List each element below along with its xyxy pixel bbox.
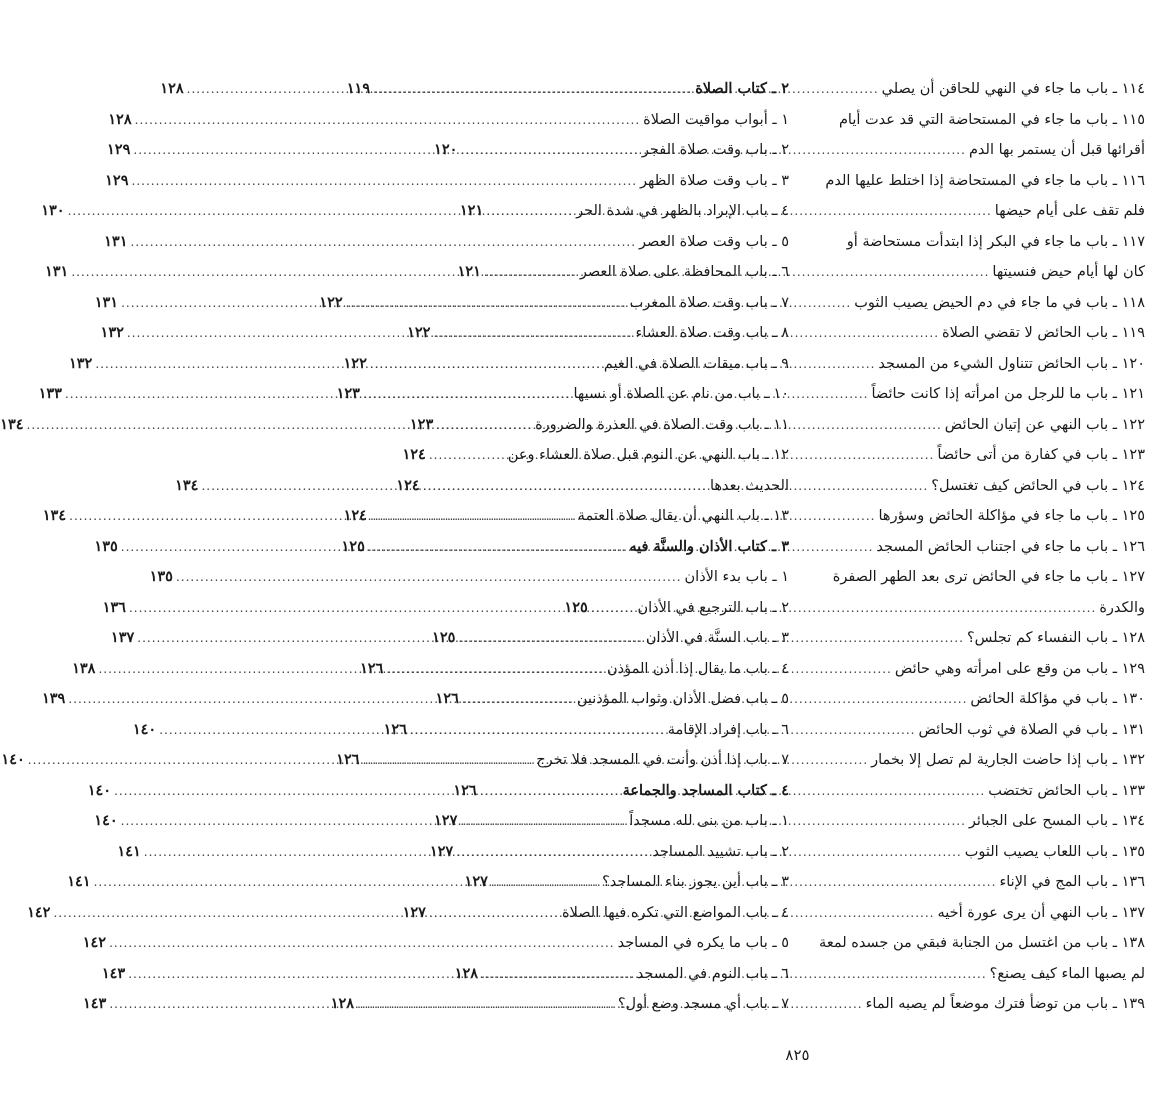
toc-entry-page: ١٢٢ [407, 324, 431, 341]
dot-leader [68, 196, 574, 227]
toc-entry [102, 593, 789, 624]
toc-entry-page: ١٣١ [44, 263, 69, 280]
toc-entry-page: ١٣٨ [72, 659, 96, 677]
toc-entry-title: ١٣٨ ـ باب من اغتسل من الجنابة فبقي من جسده لمعة [819, 935, 1145, 951]
toc-entry-page: ١٣٥ [149, 568, 173, 585]
toc-entry-page: ١٢٦ [435, 690, 459, 707]
toc-entry-page: ١٢٧ [402, 903, 426, 921]
toc-entry-title: ١١٦ ـ باب ما جاء في المستحاضة إذا اختلط عليها الدم [825, 172, 1145, 189]
toc-entry-page: ١٣٩ [41, 690, 66, 707]
toc-entry-page: ١٢٥ [341, 537, 365, 555]
toc-entry [108, 105, 789, 136]
toc-entry-page: ١٢٤ [402, 446, 426, 463]
toc-entry-page: ١٤٢ [82, 934, 107, 951]
toc-entry-page: ١٢٩ [105, 171, 129, 189]
toc-entry-title: ١٢٠ ـ باب الحائض تتناول الشيء من المسجد [878, 355, 1145, 372]
toc-entry-title: ١٢٥ ـ باب ما جاء في مؤاكلة الحائض وسؤرها [878, 508, 1145, 524]
toc-entry [105, 166, 789, 197]
toc-entry-page: ١٢٤ [396, 476, 420, 494]
toc-entry-page: ١٤٠ [1, 751, 25, 768]
toc-entry-page: ١٤٠ [94, 812, 118, 829]
dot-leader [53, 898, 559, 929]
toc-entry-title: ١٣٧ ـ باب النهي أن يرى عورة أخيه [937, 904, 1145, 921]
toc-entry-title: ١١٥ ـ باب ما جاء في المستحاضة التي قد عدت أيام [838, 111, 1145, 128]
dot-leader [187, 74, 693, 105]
dot-leader [201, 471, 707, 502]
toc-entry-title: ١٣٤ ـ باب المسح على الجبائر [968, 813, 1145, 829]
toc-entry-title: ١١ ـ باب وقت الصلاة في العذرة والضرورة [535, 416, 789, 433]
dot-leader [131, 227, 637, 258]
toc-entry-title: كان لها أيام حيض فنسيتها [992, 264, 1145, 280]
toc-entry-page: ١٢٣ [336, 385, 360, 402]
dot-leader [129, 593, 635, 624]
toc-entry-title: ٥ ـ باب فضل الأذان وثواب المؤذنين [576, 691, 789, 707]
toc-entry-title: ٣ ـ باب أين يجوز بناء المساجد؟ [602, 874, 789, 890]
toc-entry-title: ٢ ـ كتاب الصلاة [695, 80, 789, 97]
dot-leader [98, 654, 604, 685]
dot-leader [159, 715, 665, 746]
toc-entry-title: ٤ ـ كتاب المساجد والجماعة [622, 781, 789, 799]
toc-entry-page: ١٣٢ [68, 354, 93, 372]
toc-entry-page: ١٢٥ [432, 629, 456, 646]
toc-entry-page: ١٢٦ [453, 781, 477, 799]
toc-entry-page: ١٢٧ [429, 842, 454, 860]
toc-entry-title: ٧ ـ باب أي مسجد وضع أول؟ [617, 996, 789, 1012]
toc-entry-page: ١٢٨ [160, 80, 184, 97]
toc-entry-page: ١٢٦ [336, 751, 360, 768]
dot-leader [65, 379, 571, 410]
toc-entry-title: ١٢٦ ـ باب ما جاء في اجتناب الحائض المسجد [876, 538, 1145, 555]
toc-entry-title: ٧ ـ باب وقت صلاة المغرب [629, 294, 789, 311]
toc-entry-title: ٢ ـ باب وقت صلاة الفجر [641, 142, 789, 158]
toc-entry-page: ١٢٢ [319, 293, 343, 311]
toc-entry-page: ١٣٠ [41, 202, 65, 219]
toc-entry-page: ١٢٦ [383, 720, 407, 738]
toc-entry-title: والكدرة [1099, 599, 1145, 616]
toc-entry-page: ١٣٣ [38, 385, 62, 402]
toc-entry-title: ١٢٩ ـ باب من وقع على امرأته وهي حائض [894, 660, 1145, 677]
toc-entry-title: ٤ ـ باب المواضع التي تكره فيها الصلاة [561, 904, 789, 921]
toc-entry-page: ١٢٤ [343, 507, 367, 524]
toc-entry-page: ١٢٨ [330, 995, 355, 1012]
toc-entry [41, 196, 789, 227]
toc-entry-title: ١٢ ـ باب النهي عن النوم قبل صلاة العشاء وعن [507, 447, 789, 463]
toc-entry-title: ٥ ـ باب وقت صلاة العصر [639, 233, 789, 250]
toc-entry [823, 227, 1145, 258]
toc-entry-page: ١٣٥ [94, 537, 118, 555]
toc-entry-title: ٢ ـ باب الترجيع في الأذان [637, 599, 789, 616]
dot-leader [135, 105, 641, 136]
toc-entry-page: ١٣١ [104, 232, 128, 250]
toc-entry-title: ٤ ـ باب ما يقال إذا أذن المؤذن [607, 660, 789, 677]
toc-entry-page: ١١٩ [346, 80, 371, 97]
toc-entry-title: الحديث بعدها [709, 477, 789, 494]
dot-leader [128, 959, 634, 990]
toc-entry-page: ١٣٦ [102, 598, 126, 616]
toc-entry [149, 562, 789, 593]
toc-entry-title: ١٣٦ ـ باب المج في الإناء [999, 874, 1145, 890]
dot-leader [133, 135, 639, 166]
toc-entry-title: ١١٧ ـ باب ما جاء في البكر إذا ابتدأت مستحاضة أو [846, 233, 1145, 250]
dot-leader [127, 318, 633, 349]
toc-entry-title: ١ ـ باب بدء الأذان [684, 569, 789, 585]
toc-entry-page: ١٤٣ [82, 995, 107, 1012]
dot-leader [114, 776, 620, 807]
toc-entry-page: ١٢٥ [564, 598, 588, 616]
page-number: ٨٢٥ [785, 1046, 810, 1064]
dot-leader [121, 806, 627, 837]
toc-entry [823, 105, 1145, 136]
toc-entry-title: ١ ـ أبواب مواقيت الصلاة [643, 111, 789, 128]
toc-entry-page: ١٢١ [457, 263, 481, 280]
toc-entry-page: ١٣٧ [110, 629, 135, 646]
toc-entry-title: ٣ ـ باب السنَّة في الأذان [645, 630, 789, 646]
toc-entry-title: ١ ـ باب من بنى لله مسجداً [629, 813, 789, 829]
toc-entry-title: ١١٩ ـ باب الحائض لا تقضي الصلاة [942, 325, 1145, 341]
dot-leader [95, 349, 601, 380]
toc-entry [104, 227, 789, 258]
dot-leader [68, 684, 574, 715]
toc-entry-title: ١٣ ـ باب النهي أن يقال صلاة العتمة [577, 508, 789, 524]
toc-entry-title: ٨ ـ باب وقت صلاة العشاء [635, 325, 789, 341]
dot-leader [94, 867, 600, 898]
toc-entry-page: ١٢٢ [343, 354, 367, 372]
dot-leader [28, 745, 534, 776]
toc-entry [819, 928, 1145, 959]
toc-entry-title: ٤ ـ باب الإبراد بالظهر في شدة الحر [576, 203, 789, 219]
toc-entry-title: ٧ ـ باب إذا أذن وأنت في المسجد فلا تخرج [536, 752, 789, 768]
toc-entry-title: ١٢٧ ـ باب ما جاء في الحائض ترى بعد الطهر الصفرة [832, 569, 1145, 585]
toc-entry-title: ١٣٣ ـ باب الحائض تختضب [988, 782, 1145, 799]
dot-leader [137, 623, 643, 654]
toc-entry-title: ١٣٩ ـ باب من توضأ فترك موضعاً لم يصبه الماء [865, 996, 1145, 1012]
toc-entry [67, 867, 789, 898]
toc-entry-title: ١٢٤ ـ باب في الحائض كيف تغتسل؟ [931, 477, 1145, 494]
toc-entry-title: ١٢٨ ـ باب النفساء كم تجلس؟ [966, 630, 1145, 646]
toc-entry-title: ١١٨ ـ باب في ما جاء في دم الحيض يصيب الثوب [854, 294, 1145, 311]
dot-leader [121, 532, 627, 563]
dot-leader [144, 837, 650, 868]
toc-entry-page: ١٤٣ [101, 964, 126, 982]
dot-leader [176, 562, 682, 593]
toc-entry-title: ١٢٢ ـ باب النهي عن إتيان الحائض [944, 416, 1145, 433]
toc-entry-title: لم يصبها الماء كيف يصنع؟ [989, 965, 1145, 982]
dot-leader [27, 410, 533, 441]
toc-entry-title: ٥ ـ باب ما يكره في المساجد [617, 935, 789, 951]
toc-entry-page: ١٣١ [94, 293, 119, 311]
toc-entry-title: فلم تقف على أيام حيضها [994, 203, 1145, 219]
toc-entry-title: ٦ ـ باب إفراد الإقامة [667, 721, 789, 738]
toc-entry-page: ١٢٧ [434, 812, 458, 829]
toc-entry-title: ١٣٠ ـ باب في مؤاكلة الحائض [970, 691, 1145, 707]
toc-entry-page: ١٢٨ [108, 110, 132, 128]
toc-entry-title: ٣ ـ باب وقت صلاة الظهر [640, 172, 789, 189]
toc-entry [44, 257, 789, 288]
dot-leader [109, 928, 615, 959]
dot-leader [69, 501, 575, 532]
dot-leader [109, 989, 615, 1020]
toc-entry-page: ١٤١ [117, 842, 141, 860]
toc-entry-title: ١٣١ ـ باب في الصلاة في ثوب الحائض [918, 721, 1145, 738]
toc-entry-page: ١٢٠ [434, 141, 458, 158]
toc-entry-title: ٦ ـ باب المحافظة على صلاة العصر [579, 264, 789, 280]
toc-entry-page: ١٤٢ [27, 903, 51, 921]
toc-entry [469, 440, 789, 471]
toc-entry-title: ٦ ـ باب النوم في المسجد [636, 965, 789, 982]
toc-entry-page: ١٢١ [459, 202, 484, 219]
dot-leader [71, 257, 577, 288]
toc-entry-page: ١٢٣ [409, 415, 434, 433]
toc-entry-page: ١٣٤ [175, 476, 199, 494]
toc-entry-page: ١٤٠ [132, 720, 157, 738]
toc-entry-page: ١٣٤ [0, 415, 24, 433]
toc-entry-page: ١٣٤ [42, 507, 67, 524]
toc-entry-title: ٢ ـ باب تشييد المساجد [652, 843, 789, 860]
dot-leader [121, 288, 627, 319]
dot-leader [132, 166, 638, 197]
toc-entry [823, 562, 1145, 593]
toc-entry-title: ١٣٢ ـ باب إذا حاضت الجارية لم تصل إلا بخمار [871, 752, 1145, 768]
toc-entry-page: ١٢٩ [107, 141, 131, 158]
toc-entry [823, 166, 1145, 197]
toc-entry [82, 928, 789, 959]
toc-entry-title: ١٣٥ ـ باب اللعاب يصيب الثوب [964, 843, 1145, 860]
toc-entry-title: ١٠ ـ باب من نام عن الصلاة أو نسيها [573, 386, 789, 402]
toc-entry-title: ٣ ـ كتاب الأذان والسنَّة فيه [629, 537, 789, 555]
toc-entry-page: ١٢٨ [454, 964, 479, 982]
toc-entry-page: ١٣٢ [100, 324, 124, 341]
toc-entry-title: ١٢٣ ـ باب في كفارة من أتى حائضاً [937, 447, 1145, 463]
toc-entry-page: ١٢٧ [464, 873, 488, 890]
toc-entry-page: ١٤١ [67, 873, 91, 890]
toc-entry-title: ٩ ـ باب ميقات الصلاة في الغيم [603, 355, 789, 372]
toc-entry-title: ١١٤ ـ باب ما جاء في النهي للحاقن أن يصلي [881, 81, 1145, 97]
toc-entry-title: أقرائها قبل أن يستمر بها الدم [968, 142, 1145, 158]
toc-entry-title: ١٢١ ـ باب ما للرجل من امرأته إذا كانت حائضاً [871, 386, 1145, 402]
toc-entry-page: ١٢٦ [359, 659, 384, 677]
toc-entry-page: ١٤٠ [87, 781, 112, 799]
